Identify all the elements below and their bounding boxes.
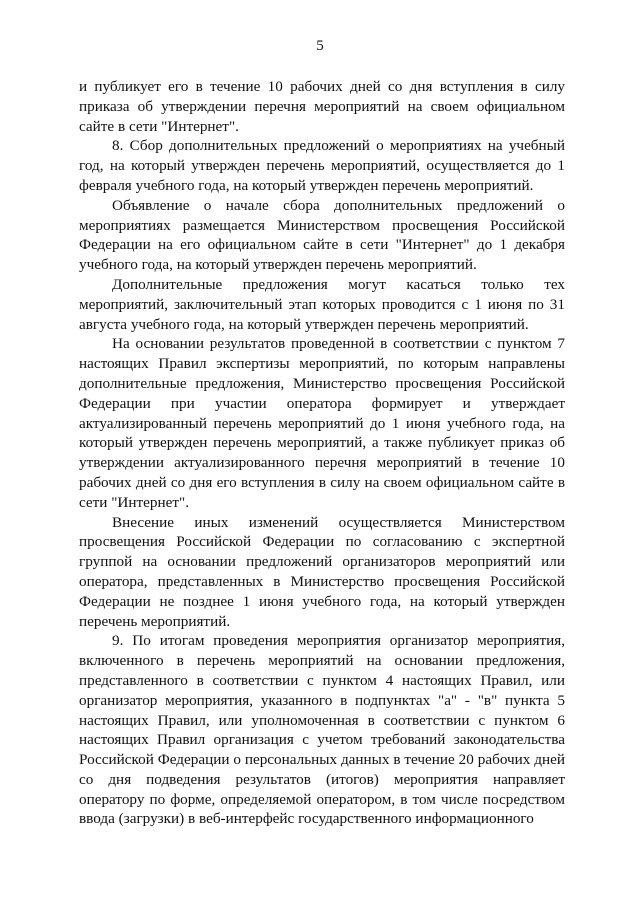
paragraph-continuation: и публикует его в течение 10 рабочих дней со дня вступления в силу приказа об утверждении перечня мероприятий на своем официальном сайте в сети "Интернет". — [79, 78, 565, 135]
page-number: 5 — [316, 38, 324, 54]
document-body — [79, 77, 565, 829]
paragraph-announcement: Объявление о начале сбора дополнительных предложений о мероприятиях размещается Министерством просвещения Российской Федерации на его официальном сайте в сети "Интернет" до 1 декабря учебного года, на который утвержден перечень мероприятий. — [79, 196, 565, 274]
paragraph-other-changes: Внесение иных изменений осуществляется Министерством просвещения Российской Федерации по согласованию с экспертной группой на основании предложений организаторов мероприятий или оператора, представленных в Министерство просвещения Российской Федерации не позднее 1 июня учебного года, на который утвержден перечень мероприятий. — [79, 513, 565, 630]
paragraph-additional-proposals: Дополнительные предложения могут касаться только тех мероприятий, заключительный этап которых проводится с 1 июня по 31 августа учебного года, на который утвержден перечень мероприятий. — [79, 275, 565, 333]
paragraph-expertise-results: На основании результатов проведенной в соответствии с пунктом 7 настоящих Правил экспертизы мероприятий, по которым направлены дополнительные предложения, Министерство просвещения Российской Федерации при участии оператора формирует и утверждает актуализированный перечень мероприятий до 1 июня учебного года, на который утвержден перечень мероприятий, а также публикует приказ об утверждении актуализированного перечня мероприятий в течение 10 рабочих дней со дня его вступления в силу на своем официальном сайте в сети "Интернет". — [79, 335, 565, 511]
paragraph-item-8: 8. Сбор дополнительных предложений о мероприятиях на учебный год, на который утвержден перечень мероприятий, осуществляется до 1 февраля учебного года, на который утвержден перечень мероприятий. — [79, 137, 565, 194]
paragraph-item-9: 9. По итогам проведения мероприятия организатор мероприятия, включенного в перечень мероприятий на основании предложения, представленного в соответствии с пунктом 4 настоящих Правил, или организатор мероприятия, указанного в подпунктах "а" - "в" пункта 5 настоящих Правил, или уполномоченная в соответствии с пунктом 6 настоящих Правил организация с учетом требований законодательства Российской Федерации о персональных данных в течение 20 рабочих дней со дня подведения результатов (итогов) мероприятия направляет оператору по форме, определяемой оператором, в том числе посредством ввода (загрузки) в веб-интерфейс государственного информационного — [79, 632, 565, 828]
